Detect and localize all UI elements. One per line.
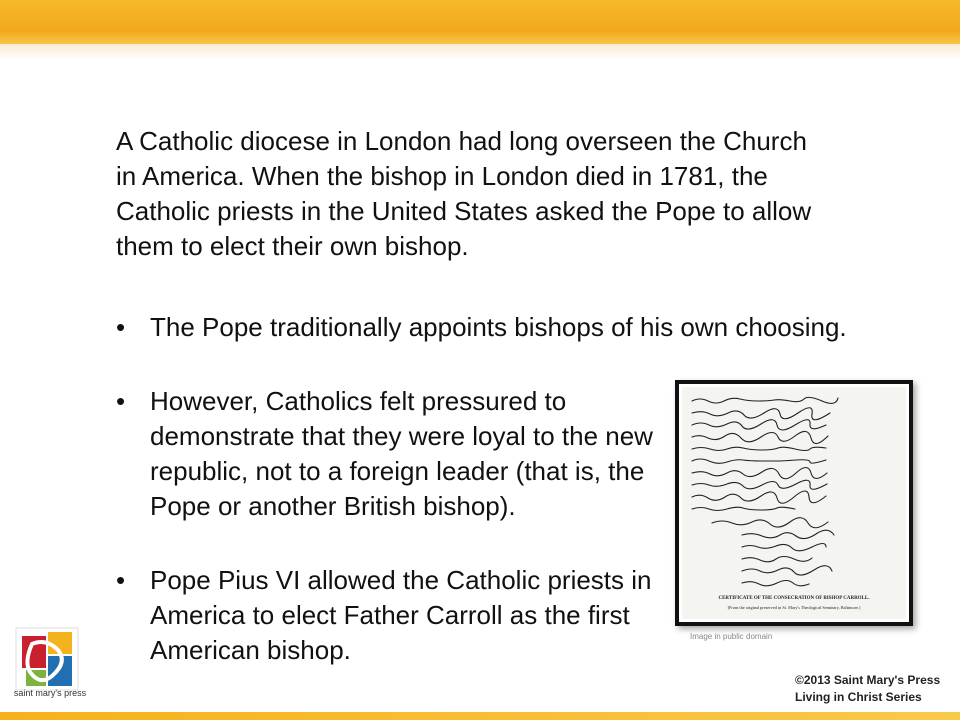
certificate-document <box>679 384 909 622</box>
certificate-image <box>675 380 913 626</box>
copyright-line: ©2013 Saint Mary's Press <box>795 673 941 687</box>
bullet-item <box>116 384 670 524</box>
bullet-dot: • <box>116 386 126 416</box>
intro-paragraph: A Catholic diocese in London had long overseen the Church in America. When the bishop in London died in 1781, the Catholic priests in the United States asked the Pope to allow them to elect their own bishop. <box>116 126 812 261</box>
bullet-dot: • <box>116 565 126 595</box>
bullet-text: However, Catholics felt pressured to demonstrate that they were loyal to the new republic, not to a foreign leader (that is, the Pope or another British bishop). <box>150 386 653 521</box>
top-band-shadow <box>0 44 960 60</box>
series-line: Living in Christ Series <box>795 690 922 704</box>
bullet-dot: • <box>116 312 126 342</box>
handwriting-scan <box>682 387 906 619</box>
bullet-text: The Pope traditionally appoints bishops of his own choosing. <box>150 312 847 342</box>
certificate-caption: CERTIFICATE OF THE CONSECRATION OF BISHOP CARROLL. <box>718 596 870 601</box>
copyright-block <box>795 672 940 706</box>
bullet-item <box>116 310 850 345</box>
certificate-subcaption: [From the original preserved in St. Mary's Theological Seminary, Baltimore.] <box>727 605 861 610</box>
image-credit: Image in public domain <box>690 632 773 641</box>
top-accent-band <box>0 0 960 44</box>
bullet-item <box>116 563 670 668</box>
bottom-accent-band <box>0 712 960 720</box>
bullet-text: Pope Pius VI allowed the Catholic priests in America to elect Father Carroll as the first American bishop. <box>150 565 652 665</box>
logo-text: saint mary's press <box>13 688 87 698</box>
